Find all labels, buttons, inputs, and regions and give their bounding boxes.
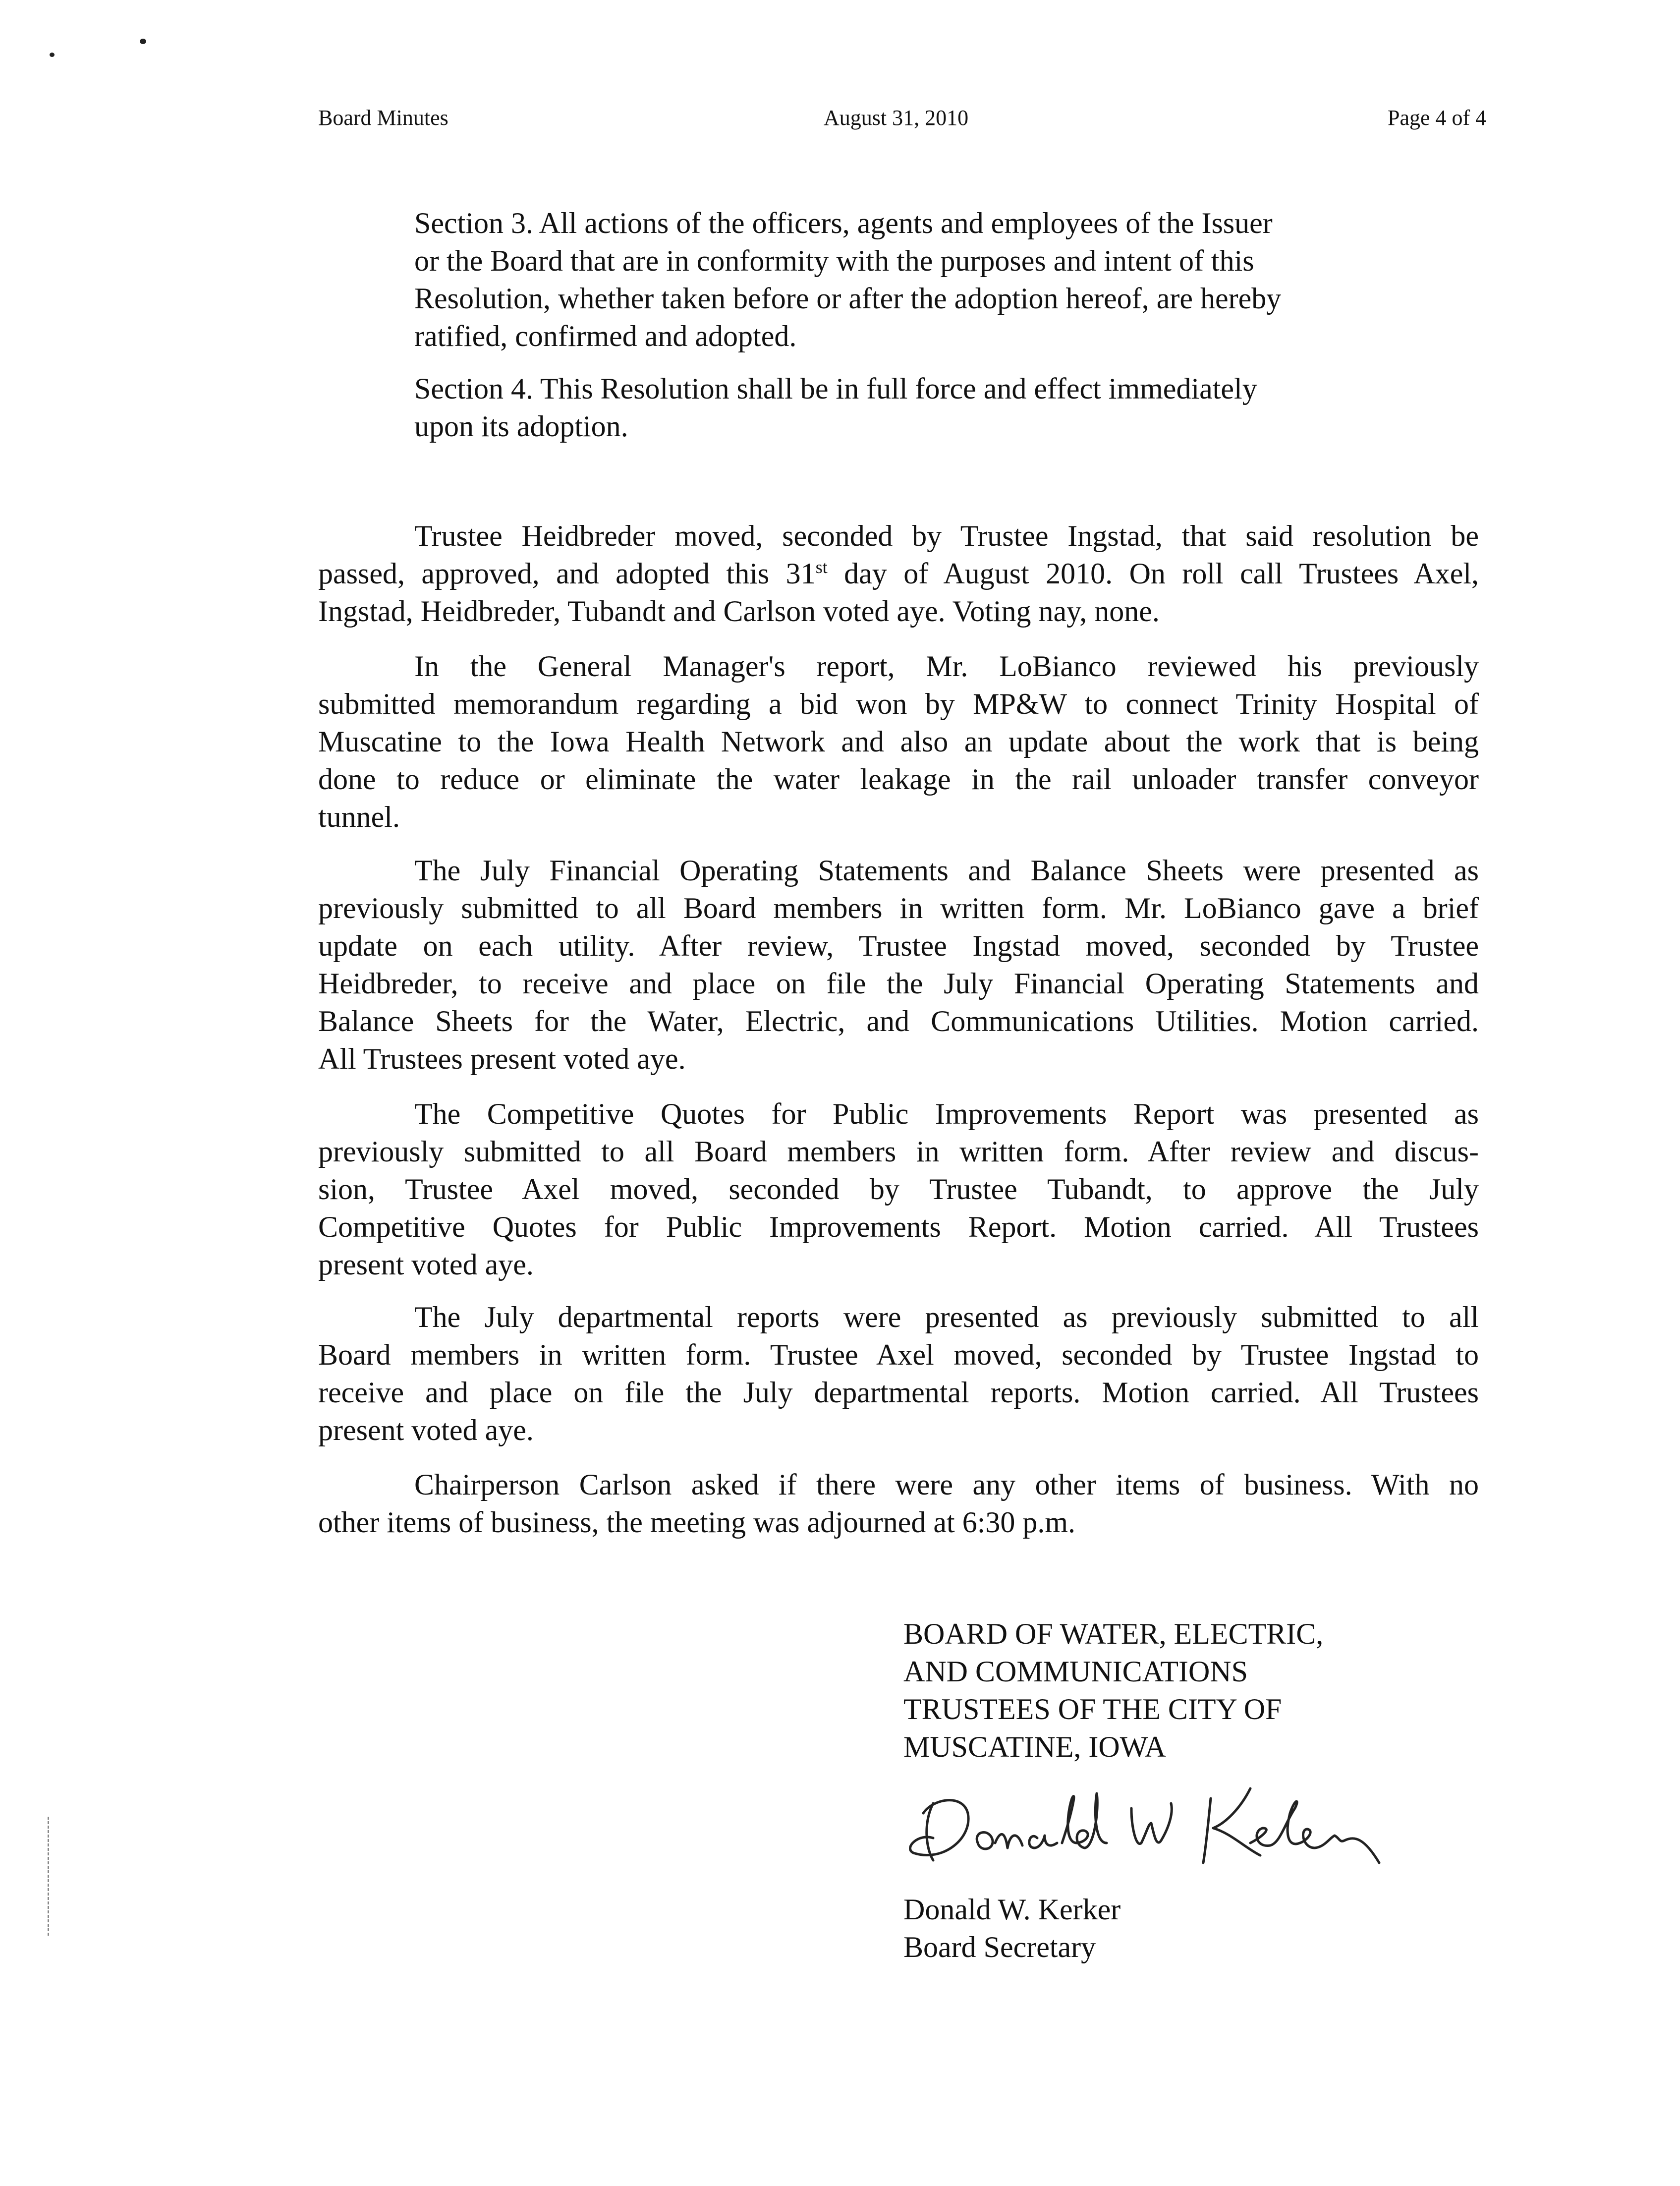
org-line: TRUSTEES OF THE CITY OF xyxy=(903,1693,1282,1726)
org-line: BOARD OF WATER, ELECTRIC, xyxy=(903,1617,1324,1650)
text-line: tunnel. xyxy=(318,801,400,833)
text-line: Section 3. All actions of the officers, agents and employees of the Issuer xyxy=(414,207,1273,239)
text-line: previously submitted to all Board members in written form. Mr. LoBianco gave a brief xyxy=(318,892,1479,924)
paragraph-financial-statements xyxy=(318,852,1479,1078)
text-line: In the General Manager's report, Mr. LoBianco reviewed his previously xyxy=(414,650,1479,683)
header-left: Board Minutes xyxy=(318,106,448,130)
text-line: The July departmental reports were presented as previously submitted to all xyxy=(414,1301,1479,1333)
paragraph-gm-report xyxy=(318,647,1479,836)
text-line: ratified, confirmed and adopted. xyxy=(414,320,797,352)
header-page: Page 4 of 4 xyxy=(1388,106,1487,130)
header-date: August 31, 2010 xyxy=(824,106,969,130)
text-line: upon its adoption. xyxy=(414,410,628,443)
text-line: or the Board that are in conformity with the purposes and intent of this xyxy=(414,244,1254,277)
text-line: present voted aye. xyxy=(318,1248,534,1281)
signature-block xyxy=(903,1615,1439,1966)
text-line: present voted aye. xyxy=(318,1414,534,1446)
secretary-title: Board Secretary xyxy=(903,1931,1096,1963)
text-line: Balance Sheets for the Water, Electric, and Communications Utilities. Motion carried. xyxy=(318,1005,1479,1037)
scan-margin-mark xyxy=(48,1817,49,1936)
text-line: sion, Trustee Axel moved, seconded by Trustee Tubandt, to approve the July xyxy=(318,1173,1479,1206)
section-4 xyxy=(414,370,1405,445)
paragraph-adjournment xyxy=(318,1466,1479,1541)
text-line: Section 4. This Resolution shall be in full force and effect immediately xyxy=(414,372,1257,405)
text-line: Muscatine to the Iowa Health Network and also an update about the work that is being xyxy=(318,725,1479,758)
text-line: receive and place on file the July departmental reports. Motion carried. All Trustees xyxy=(318,1376,1479,1409)
text-line: The Competitive Quotes for Public Improvements Report was presented as xyxy=(414,1097,1479,1130)
scan-speck xyxy=(50,53,55,57)
text-line: Chairperson Carlson asked if there were any other items of business. With no xyxy=(414,1468,1479,1501)
text-line: Board members in written form. Trustee Axel moved, seconded by Trustee Ingstad to xyxy=(318,1338,1479,1371)
section-3 xyxy=(414,204,1405,355)
text-line: Heidbreder, to receive and place on file the July Financial Operating Statements and xyxy=(318,967,1479,1000)
secretary-name: Donald W. Kerker xyxy=(903,1893,1121,1926)
text-line: Competitive Quotes for Public Improvements Report. Motion carried. All Trustees xyxy=(318,1210,1479,1243)
org-line: MUSCATINE, IOWA xyxy=(903,1730,1166,1763)
text-line: update on each utility. After review, Trustee Ingstad moved, seconded by Trustee xyxy=(318,929,1479,962)
org-line: AND COMMUNICATIONS xyxy=(903,1655,1248,1688)
ordinal-suffix: st xyxy=(815,557,828,577)
handwritten-signature xyxy=(903,1769,1439,1893)
scan-speck xyxy=(140,39,146,44)
text-line: Trustee Heidbreder moved, seconded by Trustee Ingstad, that said resolution be xyxy=(414,519,1479,552)
text-line: All Trustees present voted aye. xyxy=(318,1042,686,1075)
text-line: submitted memorandum regarding a bid won by MP&W to connect Trinity Hospital of xyxy=(318,688,1479,720)
paragraph-competitive-quotes xyxy=(318,1095,1479,1283)
text-line: other items of business, the meeting was adjourned at 6:30 p.m. xyxy=(318,1506,1076,1539)
text-line: done to reduce or eliminate the water leakage in the rail unloader transfer conveyor xyxy=(318,763,1479,796)
text-line: previously submitted to all Board members in written form. After review and discus- xyxy=(318,1135,1479,1168)
text-line: Ingstad, Heidbreder, Tubandt and Carlson voted aye. Voting nay, none. xyxy=(318,595,1160,628)
paragraph-resolution-vote xyxy=(318,517,1479,630)
text-line: passed, approved, and adopted this 31st day of August 2010. On roll call Trustees Axel, xyxy=(318,557,1479,590)
text-line: Resolution, whether taken before or after the adoption hereof, are hereby xyxy=(414,282,1282,315)
text-line: The July Financial Operating Statements and Balance Sheets were presented as xyxy=(414,854,1479,887)
paragraph-departmental-reports xyxy=(318,1298,1479,1449)
